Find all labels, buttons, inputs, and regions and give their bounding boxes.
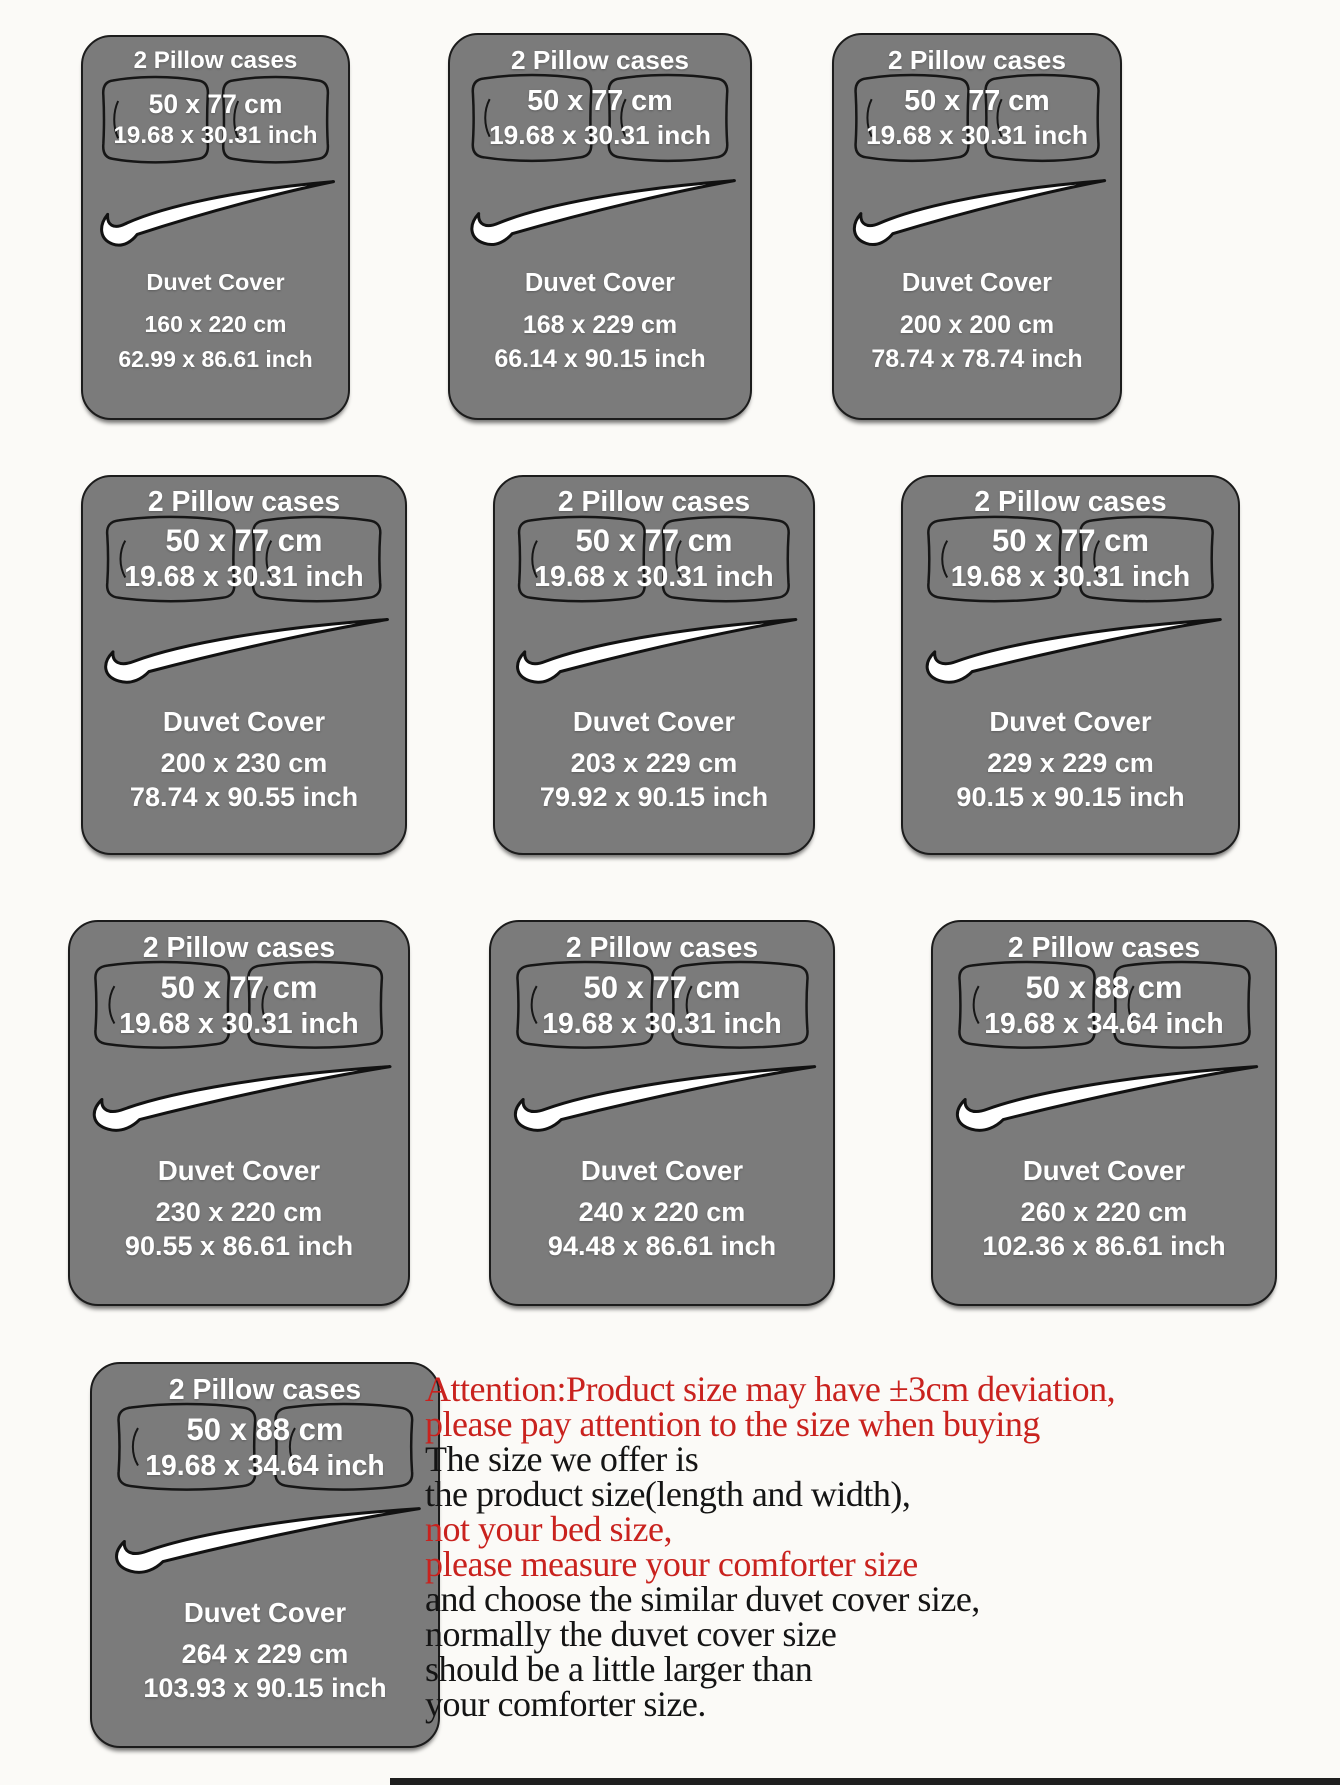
- attention-line: Attention:Product size may have ±3cm deviation,: [425, 1369, 1116, 1409]
- pillow-size-cm: 50 x 77 cm: [583, 969, 741, 1005]
- attention-line: normally the duvet cover size: [425, 1614, 837, 1654]
- pillow-size-inch: 19.68 x 30.31 inch: [489, 120, 711, 151]
- size-card: [448, 33, 752, 420]
- pillows-area: [923, 513, 1218, 605]
- duvet-fold-icon: [104, 1503, 426, 1583]
- duvet-size-cm: 264 x 229 cm: [181, 1639, 349, 1670]
- duvet-cover-label: Duvet Cover: [162, 706, 326, 738]
- duvet-size-inch: 62.99 x 86.61 inch: [118, 345, 313, 372]
- pillow-cases-label: 2 Pillow cases: [1007, 931, 1201, 964]
- pillow-size-cm: 50 x 77 cm: [527, 85, 673, 118]
- duvet-cover-label: Duvet Cover: [524, 268, 676, 297]
- pillow-size-text: [94, 1400, 435, 1494]
- duvet-cover-label: Duvet Cover: [989, 706, 1152, 738]
- size-card: [90, 1362, 440, 1748]
- pillows-area: [99, 73, 332, 166]
- pillow-cases-label: 2 Pillow cases: [133, 46, 298, 74]
- pillow-size-inch: 19.68 x 30.31 inch: [866, 120, 1088, 151]
- duvet-fold-icon: [92, 176, 338, 256]
- pillow-size-text: [935, 958, 1272, 1052]
- size-card: [493, 475, 815, 855]
- duvet-size-cm: 200 x 230 cm: [160, 747, 328, 778]
- duvet-size-cm: 168 x 229 cm: [522, 310, 678, 339]
- duvet-cover-label: Duvet Cover: [183, 1597, 347, 1629]
- duvet-size-cm: 200 x 200 cm: [899, 310, 1055, 339]
- pillow-size-cm: 50 x 88 cm: [1025, 969, 1183, 1005]
- duvet-size-cm: 203 x 229 cm: [570, 747, 738, 778]
- pillow-size-text: [836, 71, 1118, 165]
- duvet-fold-icon: [461, 175, 740, 255]
- pillow-cases-label: 2 Pillow cases: [142, 931, 336, 964]
- duvet-size-inch: 90.15 x 90.15 inch: [956, 781, 1185, 812]
- duvet-fold-icon: [945, 1061, 1263, 1141]
- pillow-size-cm: 50 x 88 cm: [186, 1411, 344, 1447]
- pillow-cases-label: 2 Pillow cases: [147, 486, 341, 519]
- pillow-size-text: [72, 958, 405, 1052]
- pillow-size-text: [85, 73, 346, 166]
- pillow-cases-label: 2 Pillow cases: [168, 1373, 362, 1406]
- duvet-cover-label: Duvet Cover: [580, 1155, 744, 1187]
- pillow-size-text: [905, 513, 1235, 605]
- attention-line: and choose the similar duvet cover size,: [425, 1579, 980, 1619]
- duvet-size-cm: 229 x 229 cm: [987, 747, 1154, 778]
- pillow-size-cm: 50 x 77 cm: [160, 969, 318, 1005]
- duvet-size-inch: 103.93 x 90.15 inch: [143, 1673, 387, 1704]
- pillow-size-cm: 50 x 77 cm: [575, 523, 733, 559]
- pillow-size-cm: 50 x 77 cm: [904, 85, 1050, 118]
- attention-text-block: [425, 1369, 1340, 1724]
- duvet-cover-label: Duvet Cover: [157, 1155, 321, 1187]
- size-card: [832, 33, 1122, 420]
- duvet-cover-label: Duvet Cover: [146, 269, 285, 296]
- size-card: [489, 920, 835, 1306]
- attention-line: The size we offer is: [425, 1439, 699, 1479]
- pillow-cases-label: 2 Pillow cases: [887, 44, 1067, 75]
- size-card: [901, 475, 1240, 855]
- duvet-fold-icon: [915, 614, 1227, 693]
- pillow-size-inch: 19.68 x 30.31 inch: [542, 1007, 782, 1040]
- attention-line: your comforter size.: [425, 1684, 706, 1724]
- attention-line: should be a little larger than: [425, 1649, 813, 1689]
- pillows-area: [90, 958, 387, 1052]
- pillow-size-cm: 50 x 77 cm: [148, 89, 283, 120]
- duvet-size-cm: 240 x 220 cm: [578, 1197, 746, 1228]
- pillow-size-text: [493, 958, 830, 1052]
- duvet-size-inch: 78.74 x 78.74 inch: [871, 345, 1083, 374]
- pillows-area: [512, 958, 813, 1052]
- attention-line: the product size(length and width),: [425, 1474, 911, 1514]
- pillow-cases-label: 2 Pillow cases: [510, 44, 690, 75]
- pillows-area: [514, 513, 794, 605]
- duvet-fold-icon: [506, 614, 802, 693]
- size-card: [81, 475, 407, 855]
- duvet-cover-label: Duvet Cover: [901, 268, 1053, 297]
- pillow-size-text: [85, 513, 402, 605]
- duvet-size-inch: 79.92 x 90.15 inch: [539, 781, 769, 812]
- duvet-size-inch: 66.14 x 90.15 inch: [494, 345, 706, 374]
- pillows-area: [851, 71, 1103, 165]
- duvet-size-cm: 230 x 220 cm: [155, 1197, 323, 1228]
- duvet-fold-icon: [94, 614, 393, 693]
- duvet-fold-icon: [503, 1061, 821, 1141]
- pillow-size-text: [497, 513, 810, 605]
- pillows-area: [954, 958, 1255, 1052]
- pillow-size-cm: 50 x 77 cm: [991, 523, 1150, 559]
- pillow-cases-label: 2 Pillow cases: [974, 486, 1167, 519]
- pillows-area: [102, 513, 385, 605]
- duvet-size-inch: 102.36 x 86.61 inch: [982, 1231, 1226, 1262]
- size-card: [81, 35, 350, 420]
- duvet-size-inch: 94.48 x 86.61 inch: [547, 1231, 777, 1262]
- pillow-size-inch: 19.68 x 30.31 inch: [124, 561, 364, 594]
- duvet-size-cm: 160 x 220 cm: [144, 311, 287, 338]
- pillow-cases-label: 2 Pillow cases: [557, 486, 751, 519]
- duvet-fold-icon: [844, 175, 1110, 255]
- pillow-size-inch: 19.68 x 30.31 inch: [950, 561, 1191, 594]
- pillows-area: [468, 71, 732, 165]
- pillow-size-text: [452, 71, 748, 165]
- duvet-fold-icon: [82, 1061, 396, 1141]
- pillow-size-inch: 19.68 x 34.64 inch: [145, 1449, 385, 1482]
- duvet-size-inch: 78.74 x 90.55 inch: [129, 781, 359, 812]
- cropped-next-section-edge: [390, 1778, 1340, 1785]
- pillow-size-cm: 50 x 77 cm: [165, 523, 323, 559]
- pillow-size-inch: 19.68 x 30.31 inch: [534, 561, 774, 594]
- duvet-size-cm: 260 x 220 cm: [1020, 1197, 1188, 1228]
- pillow-size-inch: 19.68 x 34.64 inch: [984, 1007, 1224, 1040]
- pillow-size-inch: 19.68 x 30.31 inch: [113, 122, 318, 150]
- duvet-cover-label: Duvet Cover: [1022, 1155, 1186, 1187]
- attention-line: not your bed size,: [425, 1509, 672, 1549]
- attention-line: please pay attention to the size when buying: [425, 1404, 1040, 1444]
- duvet-size-inch: 90.55 x 86.61 inch: [124, 1231, 354, 1262]
- pillow-size-inch: 19.68 x 30.31 inch: [119, 1007, 359, 1040]
- attention-line: please measure your comforter size: [425, 1544, 918, 1584]
- pillow-cases-label: 2 Pillow cases: [565, 931, 759, 964]
- size-card: [68, 920, 410, 1306]
- size-card: [931, 920, 1277, 1306]
- pillows-area: [113, 1400, 418, 1494]
- duvet-cover-label: Duvet Cover: [572, 706, 736, 738]
